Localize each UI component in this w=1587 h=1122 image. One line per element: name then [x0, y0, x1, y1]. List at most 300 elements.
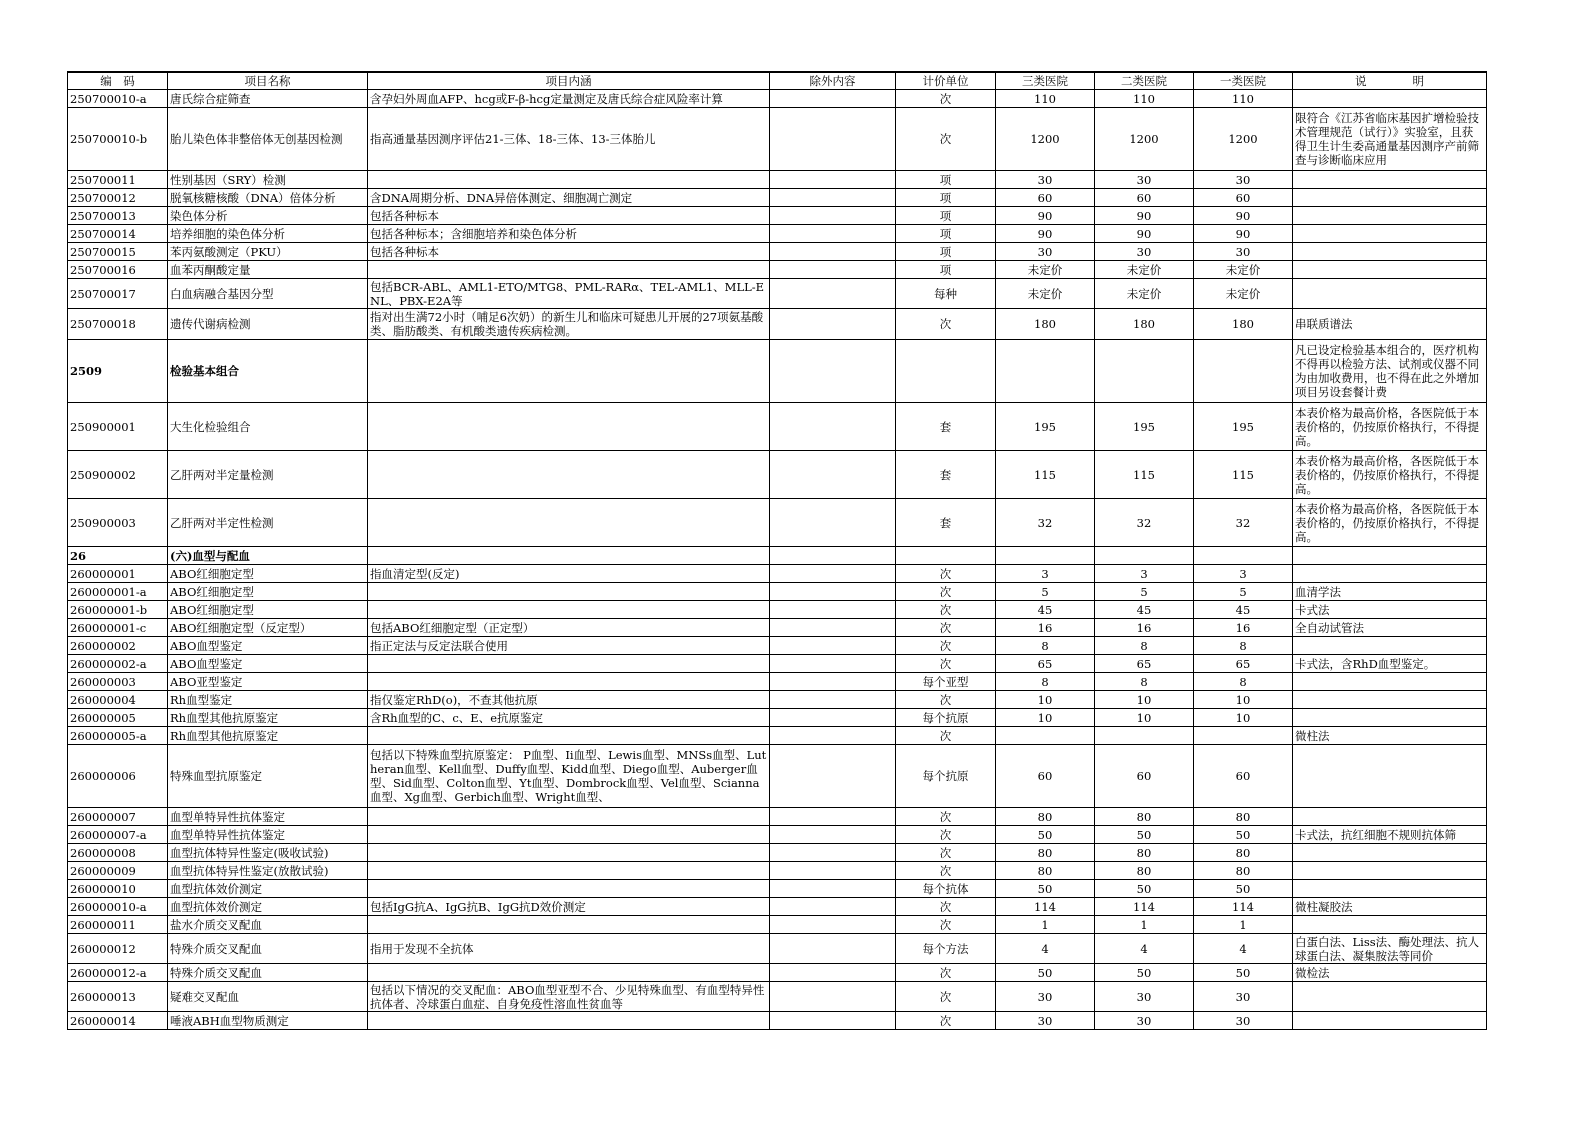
code-cell: 260000009: [68, 862, 168, 880]
class3-price-cell: 8: [996, 673, 1095, 691]
code-cell: 260000001: [68, 565, 168, 583]
content-cell: 包括ABO红细胞定型（正定型）: [368, 619, 770, 637]
class1-price-cell: 10: [1194, 691, 1293, 709]
excluded-cell: [770, 189, 896, 207]
note-cell: 限符合《江苏省临床基因扩增检验技术管理规范（试行）》实验室，且获得卫生计生委高通量基因测序产前筛查与诊断临床应用: [1293, 108, 1487, 171]
note-cell: 微柱凝胶法: [1293, 898, 1487, 916]
unit-cell: 次: [896, 826, 996, 844]
name-cell: 大生化检验组合: [168, 403, 368, 451]
table-row: [68, 808, 1487, 826]
name-cell: 血型单特异性抗体鉴定: [168, 808, 368, 826]
excluded-cell: [770, 637, 896, 655]
class2-price-cell: [1095, 547, 1194, 565]
excluded-cell: [770, 844, 896, 862]
class2-price-cell: 未定价: [1095, 261, 1194, 279]
content-cell: [368, 403, 770, 451]
table-row: [68, 243, 1487, 261]
col-class1-price-header: 一类医院: [1194, 72, 1293, 90]
note-cell: 串联质谱法: [1293, 309, 1487, 340]
name-cell: 性别基因（SRY）检测: [168, 171, 368, 189]
unit-cell: 项: [896, 207, 996, 225]
excluded-cell: [770, 207, 896, 225]
class3-price-cell: 50: [996, 880, 1095, 898]
code-cell: 250700016: [68, 261, 168, 279]
class1-price-cell: 80: [1194, 844, 1293, 862]
content-cell: [368, 826, 770, 844]
excluded-cell: [770, 916, 896, 934]
content-cell: [368, 673, 770, 691]
class3-price-cell: 80: [996, 862, 1095, 880]
class1-price-cell: 195: [1194, 403, 1293, 451]
note-cell: [1293, 691, 1487, 709]
unit-cell: 次: [896, 637, 996, 655]
class2-price-cell: 10: [1095, 709, 1194, 727]
excluded-cell: [770, 171, 896, 189]
class1-price-cell: 90: [1194, 207, 1293, 225]
class3-price-cell: 114: [996, 898, 1095, 916]
content-cell: 包括IgG抗A、IgG抗B、IgG抗D效价测定: [368, 898, 770, 916]
class1-price-cell: 80: [1194, 808, 1293, 826]
content-cell: [368, 451, 770, 499]
name-cell: 血型抗体效价测定: [168, 880, 368, 898]
table-row: [68, 709, 1487, 727]
code-cell: 260000010: [68, 880, 168, 898]
unit-cell: 次: [896, 898, 996, 916]
class1-price-cell: 30: [1194, 171, 1293, 189]
unit-cell: 次: [896, 309, 996, 340]
class2-price-cell: 16: [1095, 619, 1194, 637]
class2-price-cell: 1200: [1095, 108, 1194, 171]
note-cell: [1293, 225, 1487, 243]
excluded-cell: [770, 808, 896, 826]
class2-price-cell: 5: [1095, 583, 1194, 601]
note-cell: 卡式法，抗红细胞不规则抗体筛: [1293, 826, 1487, 844]
table-row: [68, 279, 1487, 309]
content-cell: 含Rh血型的C、c、E、e抗原鉴定: [368, 709, 770, 727]
unit-cell: 每个抗原: [896, 709, 996, 727]
name-cell: 白血病融合基因分型: [168, 279, 368, 309]
content-cell: [368, 547, 770, 565]
col-unit-header: 计价单位: [896, 72, 996, 90]
name-cell: 培养细胞的染色体分析: [168, 225, 368, 243]
class2-price-cell: 30: [1095, 982, 1194, 1012]
table-row: [68, 90, 1487, 108]
code-cell: 260000002-a: [68, 655, 168, 673]
code-cell: 250700011: [68, 171, 168, 189]
table-row: [68, 826, 1487, 844]
table-row: [68, 964, 1487, 982]
code-cell: 260000012: [68, 934, 168, 964]
name-cell: 血型抗体特异性鉴定(吸收试验): [168, 844, 368, 862]
class3-price-cell: 80: [996, 844, 1095, 862]
code-cell: 250900003: [68, 499, 168, 547]
note-cell: 凡已设定检验基本组合的，医疗机构不得再以检验方法、试剂或仪器不同为由加收费用，也不得在此之外增加项目另设套餐计费: [1293, 340, 1487, 403]
col-code-header: 编 码: [68, 72, 168, 90]
unit-cell: 次: [896, 601, 996, 619]
name-cell: ABO血型鉴定: [168, 637, 368, 655]
class3-price-cell: 180: [996, 309, 1095, 340]
unit-cell: [896, 340, 996, 403]
unit-cell: 次: [896, 583, 996, 601]
name-cell: 乙肝两对半定性检测: [168, 499, 368, 547]
excluded-cell: [770, 898, 896, 916]
unit-cell: 次: [896, 862, 996, 880]
class1-price-cell: 45: [1194, 601, 1293, 619]
class2-price-cell: 114: [1095, 898, 1194, 916]
excluded-cell: [770, 108, 896, 171]
table-row: [68, 108, 1487, 171]
excluded-cell: [770, 340, 896, 403]
excluded-cell: [770, 499, 896, 547]
class3-price-cell: 1: [996, 916, 1095, 934]
class3-price-cell: 5: [996, 583, 1095, 601]
class3-price-cell: 60: [996, 189, 1095, 207]
table-row: [68, 171, 1487, 189]
class3-price-cell: 30: [996, 243, 1095, 261]
code-cell: 250700013: [68, 207, 168, 225]
class2-price-cell: 30: [1095, 243, 1194, 261]
unit-cell: 次: [896, 691, 996, 709]
col-name-header: 项目名称: [168, 72, 368, 90]
class2-price-cell: 80: [1095, 808, 1194, 826]
note-cell: 微柱法: [1293, 727, 1487, 745]
code-cell: 260000001-c: [68, 619, 168, 637]
content-cell: [368, 862, 770, 880]
class1-price-cell: [1194, 340, 1293, 403]
class2-price-cell: 3: [1095, 565, 1194, 583]
class3-price-cell: [996, 727, 1095, 745]
class3-price-cell: 未定价: [996, 279, 1095, 309]
unit-cell: 项: [896, 189, 996, 207]
note-cell: [1293, 673, 1487, 691]
class2-price-cell: 45: [1095, 601, 1194, 619]
code-cell: 260000007: [68, 808, 168, 826]
note-cell: [1293, 279, 1487, 309]
content-cell: [368, 844, 770, 862]
class2-price-cell: 90: [1095, 207, 1194, 225]
excluded-cell: [770, 243, 896, 261]
class1-price-cell: 16: [1194, 619, 1293, 637]
code-cell: 26: [68, 547, 168, 565]
excluded-cell: [770, 619, 896, 637]
class3-price-cell: 30: [996, 1012, 1095, 1030]
content-cell: [368, 499, 770, 547]
note-cell: [1293, 982, 1487, 1012]
class3-price-cell: 1200: [996, 108, 1095, 171]
class2-price-cell: 50: [1095, 826, 1194, 844]
class1-price-cell: [1194, 547, 1293, 565]
class3-price-cell: 4: [996, 934, 1095, 964]
content-cell: [368, 916, 770, 934]
table-row: [68, 1012, 1487, 1030]
note-cell: 卡式法: [1293, 601, 1487, 619]
class3-price-cell: 80: [996, 808, 1095, 826]
code-cell: 2509: [68, 340, 168, 403]
name-cell: ABO血型鉴定: [168, 655, 368, 673]
class1-price-cell: 110: [1194, 90, 1293, 108]
table-row: [68, 934, 1487, 964]
excluded-cell: [770, 547, 896, 565]
note-cell: [1293, 565, 1487, 583]
class1-price-cell: 50: [1194, 964, 1293, 982]
class3-price-cell: 60: [996, 745, 1095, 808]
code-cell: 260000013: [68, 982, 168, 1012]
class1-price-cell: 115: [1194, 451, 1293, 499]
excluded-cell: [770, 583, 896, 601]
class2-price-cell: 8: [1095, 673, 1194, 691]
code-cell: 260000005-a: [68, 727, 168, 745]
code-cell: 260000007-a: [68, 826, 168, 844]
unit-cell: 每个方法: [896, 934, 996, 964]
code-cell: 250700010-a: [68, 90, 168, 108]
class1-price-cell: 5: [1194, 583, 1293, 601]
content-cell: 指用于发现不全抗体: [368, 934, 770, 964]
note-cell: [1293, 189, 1487, 207]
note-cell: [1293, 90, 1487, 108]
table-row: [68, 691, 1487, 709]
table-row: [68, 982, 1487, 1012]
table-row: [68, 745, 1487, 808]
table-row: [68, 189, 1487, 207]
unit-cell: 每种: [896, 279, 996, 309]
code-cell: 250900002: [68, 451, 168, 499]
excluded-cell: [770, 862, 896, 880]
content-cell: 指对出生满72小时（哺足6次奶）的新生儿和临床可疑患儿开展的27项氨基酸类、脂肪酸类、有机酸类遗传疾病检测。: [368, 309, 770, 340]
content-cell: [368, 964, 770, 982]
class1-price-cell: 50: [1194, 826, 1293, 844]
note-cell: [1293, 745, 1487, 808]
table-row: [68, 207, 1487, 225]
code-cell: 250700010-b: [68, 108, 168, 171]
unit-cell: 次: [896, 90, 996, 108]
table-row: [68, 309, 1487, 340]
name-cell: ABO亚型鉴定: [168, 673, 368, 691]
name-cell: 特殊介质交叉配血: [168, 934, 368, 964]
name-cell: 乙肝两对半定量检测: [168, 451, 368, 499]
class2-price-cell: 未定价: [1095, 279, 1194, 309]
excluded-cell: [770, 826, 896, 844]
table-row: [68, 547, 1487, 565]
name-cell: 血型抗体特异性鉴定(放散试验): [168, 862, 368, 880]
excluded-cell: [770, 261, 896, 279]
class2-price-cell: 4: [1095, 934, 1194, 964]
code-cell: 250700017: [68, 279, 168, 309]
excluded-cell: [770, 279, 896, 309]
content-cell: 含DNA周期分析、DNA异倍体测定、细胞凋亡测定: [368, 189, 770, 207]
content-cell: 包括BCR-ABL、AML1-ETO/MTG8、PML-RARα、TEL-AML1、MLL-ENL、PBX-E2A等: [368, 279, 770, 309]
unit-cell: 次: [896, 916, 996, 934]
class1-price-cell: 30: [1194, 243, 1293, 261]
class2-price-cell: 180: [1095, 309, 1194, 340]
class3-price-cell: 110: [996, 90, 1095, 108]
class1-price-cell: 80: [1194, 862, 1293, 880]
class3-price-cell: 50: [996, 826, 1095, 844]
class2-price-cell: 110: [1095, 90, 1194, 108]
code-cell: 260000011: [68, 916, 168, 934]
class1-price-cell: 65: [1194, 655, 1293, 673]
class2-price-cell: 60: [1095, 189, 1194, 207]
content-cell: 指正定法与反定法联合使用: [368, 637, 770, 655]
class2-price-cell: 50: [1095, 964, 1194, 982]
name-cell: 脱氧核糖核酸（DNA）倍体分析: [168, 189, 368, 207]
excluded-cell: [770, 565, 896, 583]
class1-price-cell: 1: [1194, 916, 1293, 934]
class3-price-cell: 45: [996, 601, 1095, 619]
class1-price-cell: 10: [1194, 709, 1293, 727]
class1-price-cell: 90: [1194, 225, 1293, 243]
note-cell: [1293, 171, 1487, 189]
code-cell: 250900001: [68, 403, 168, 451]
col-excluded-header: 除外内容: [770, 72, 896, 90]
class3-price-cell: 115: [996, 451, 1095, 499]
class3-price-cell: 65: [996, 655, 1095, 673]
code-cell: 260000006: [68, 745, 168, 808]
name-cell: ABO红细胞定型: [168, 601, 368, 619]
code-cell: 260000001-b: [68, 601, 168, 619]
name-cell: 唐氏综合症筛查: [168, 90, 368, 108]
note-cell: [1293, 844, 1487, 862]
class2-price-cell: 90: [1095, 225, 1194, 243]
excluded-cell: [770, 934, 896, 964]
table-row: [68, 601, 1487, 619]
excluded-cell: [770, 309, 896, 340]
note-cell: 白蛋白法、Liss法、酶处理法、抗人球蛋白法、凝集胺法等同价: [1293, 934, 1487, 964]
code-cell: 250700018: [68, 309, 168, 340]
class2-price-cell: 30: [1095, 171, 1194, 189]
table-row: [68, 880, 1487, 898]
class1-price-cell: 114: [1194, 898, 1293, 916]
table-row: [68, 637, 1487, 655]
table-row: [68, 565, 1487, 583]
class1-price-cell: 60: [1194, 745, 1293, 808]
excluded-cell: [770, 451, 896, 499]
content-cell: [368, 583, 770, 601]
content-cell: 包括各种标本；含细胞培养和染色体分析: [368, 225, 770, 243]
unit-cell: 次: [896, 982, 996, 1012]
name-cell: 苯丙氨酸测定（PKU）: [168, 243, 368, 261]
unit-cell: 项: [896, 261, 996, 279]
name-cell: 检验基本组合: [168, 340, 368, 403]
code-cell: 260000001-a: [68, 583, 168, 601]
table-row: [68, 916, 1487, 934]
name-cell: 疑难交叉配血: [168, 982, 368, 1012]
unit-cell: 次: [896, 727, 996, 745]
table-row: [68, 225, 1487, 243]
class3-price-cell: 50: [996, 964, 1095, 982]
name-cell: ABO红细胞定型: [168, 565, 368, 583]
code-cell: 260000008: [68, 844, 168, 862]
table-row: [68, 655, 1487, 673]
note-cell: 本表价格为最高价格，各医院低于本表价格的，仍按原价格执行，不得提高。: [1293, 451, 1487, 499]
table-row: [68, 451, 1487, 499]
class3-price-cell: 3: [996, 565, 1095, 583]
class1-price-cell: 8: [1194, 673, 1293, 691]
price-table: [67, 71, 1487, 1030]
class2-price-cell: 10: [1095, 691, 1194, 709]
code-cell: 260000002: [68, 637, 168, 655]
excluded-cell: [770, 964, 896, 982]
table-row: [68, 862, 1487, 880]
excluded-cell: [770, 709, 896, 727]
unit-cell: 次: [896, 655, 996, 673]
unit-cell: 每个亚型: [896, 673, 996, 691]
content-cell: 指血清定型(反定): [368, 565, 770, 583]
excluded-cell: [770, 403, 896, 451]
name-cell: 唾液ABH血型物质测定: [168, 1012, 368, 1030]
content-cell: 包括以下情况的交叉配血：ABO血型亚型不合、少见特殊血型、有血型特异性抗体者、冷球蛋白血症、自身免疫性溶血性贫血等: [368, 982, 770, 1012]
excluded-cell: [770, 601, 896, 619]
class1-price-cell: 180: [1194, 309, 1293, 340]
unit-cell: 套: [896, 451, 996, 499]
excluded-cell: [770, 90, 896, 108]
class3-price-cell: 195: [996, 403, 1095, 451]
unit-cell: 项: [896, 171, 996, 189]
code-cell: 250700014: [68, 225, 168, 243]
content-cell: [368, 655, 770, 673]
content-cell: [368, 727, 770, 745]
class2-price-cell: 50: [1095, 880, 1194, 898]
unit-cell: [896, 547, 996, 565]
class1-price-cell: 30: [1194, 1012, 1293, 1030]
class2-price-cell: [1095, 727, 1194, 745]
class1-price-cell: 32: [1194, 499, 1293, 547]
code-cell: 260000010-a: [68, 898, 168, 916]
table-row: [68, 403, 1487, 451]
content-cell: [368, 1012, 770, 1030]
class3-price-cell: [996, 547, 1095, 565]
class3-price-cell: 8: [996, 637, 1095, 655]
content-cell: [368, 340, 770, 403]
class2-price-cell: 8: [1095, 637, 1194, 655]
unit-cell: 次: [896, 108, 996, 171]
content-cell: 指高通量基因测序评估21-三体、18-三体、13-三体胎儿: [368, 108, 770, 171]
class3-price-cell: 30: [996, 982, 1095, 1012]
note-cell: [1293, 709, 1487, 727]
note-cell: [1293, 862, 1487, 880]
class2-price-cell: 115: [1095, 451, 1194, 499]
name-cell: (六)血型与配血: [168, 547, 368, 565]
class2-price-cell: 1: [1095, 916, 1194, 934]
class1-price-cell: 8: [1194, 637, 1293, 655]
table-row: [68, 583, 1487, 601]
excluded-cell: [770, 982, 896, 1012]
class3-price-cell: 10: [996, 709, 1095, 727]
name-cell: Rh血型其他抗原鉴定: [168, 727, 368, 745]
class2-price-cell: 80: [1095, 844, 1194, 862]
unit-cell: 次: [896, 964, 996, 982]
class2-price-cell: 65: [1095, 655, 1194, 673]
col-content-header: 项目内涵: [368, 72, 770, 90]
class1-price-cell: 50: [1194, 880, 1293, 898]
content-cell: [368, 171, 770, 189]
code-cell: 260000014: [68, 1012, 168, 1030]
excluded-cell: [770, 691, 896, 709]
unit-cell: 套: [896, 403, 996, 451]
content-cell: [368, 601, 770, 619]
table-row: [68, 727, 1487, 745]
unit-cell: 项: [896, 243, 996, 261]
code-cell: 260000004: [68, 691, 168, 709]
name-cell: 染色体分析: [168, 207, 368, 225]
note-cell: 全自动试管法: [1293, 619, 1487, 637]
class3-price-cell: 10: [996, 691, 1095, 709]
note-cell: [1293, 243, 1487, 261]
content-cell: [368, 261, 770, 279]
class1-price-cell: 未定价: [1194, 279, 1293, 309]
content-cell: 含孕妇外周血AFP、hcg或F-β-hcg定量测定及唐氏综合症风险率计算: [368, 90, 770, 108]
content-cell: [368, 880, 770, 898]
name-cell: Rh血型其他抗原鉴定: [168, 709, 368, 727]
